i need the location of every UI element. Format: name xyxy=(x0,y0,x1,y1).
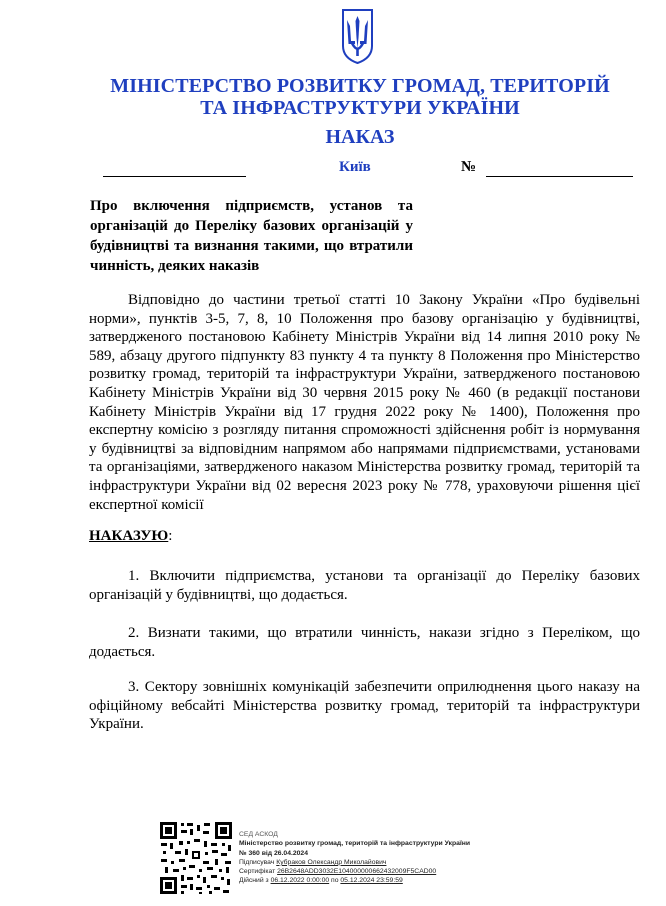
cert-label: Сертифікат xyxy=(239,868,276,876)
order-heading xyxy=(89,528,172,545)
trident-emblem-icon xyxy=(341,8,374,65)
order-colon: : xyxy=(168,528,173,544)
order-item-3-text: 3. Сектору зовнішніх комунікацій забезпечити оприлюднення цього наказу на офіційному вебсайті Міністерства розвитку громад, територій та інфраструктури України. xyxy=(89,679,640,733)
signature-reg: № 360 від 26.04.2024 xyxy=(239,849,308,857)
valid-to: 05.12.2024 23:59:59 xyxy=(340,877,403,885)
qr-code-icon xyxy=(159,821,233,895)
city: Київ xyxy=(339,159,371,175)
ministry-name-line1: МІНІСТЕРСТВО РОЗВИТКУ ГРОМАД, ТЕРИТОРІЙ xyxy=(110,75,610,97)
order-item-1 xyxy=(89,567,640,604)
valid-from-label: Дійсний з xyxy=(239,877,269,885)
valid-to-label: по xyxy=(331,877,339,885)
date-blank-line xyxy=(103,176,246,177)
order-item-2 xyxy=(89,624,640,661)
order-item-2-text: 2. Визнати такими, що втратили чинність, накази згідно з Переліком, що додається. xyxy=(89,625,640,660)
signature-org: Міністерство розвитку громад, територій та інфраструктури України xyxy=(239,840,471,848)
signer-name: Кубраков Олександр Миколайович xyxy=(276,858,387,866)
order-item-1-text: 1. Включити підприємства, установи та організації до Переліку базових організацій у будівництві, що додається. xyxy=(89,568,640,603)
digital-signature-block xyxy=(239,830,470,886)
cert-id: 26B2648ADD3032E104000000662432009F5CAD00 xyxy=(277,868,437,876)
signer-label: Підписувач xyxy=(239,858,275,866)
signature-system: СЕД АСКОД xyxy=(239,831,278,838)
valid-from: 06.12.2022 0:00:00 xyxy=(270,877,330,885)
document-type: НАКАЗ xyxy=(325,126,395,148)
number-sign: № xyxy=(461,159,477,175)
order-word: НАКАЗУЮ xyxy=(89,528,169,544)
preamble xyxy=(89,291,640,514)
order-item-3 xyxy=(89,678,640,734)
number-blank-line xyxy=(486,176,633,177)
ministry-name-line2: ТА ІНФРАСТРУКТУРИ УКРАЇНИ xyxy=(200,97,520,119)
order-subject: Про включення підприємств, установ та організацій до Переліку базових організацій у будівництві та визнання такими, що втратили чинність, деяких наказів xyxy=(90,198,413,274)
preamble-text: Відповідно до частини третьої статті 10 Закону України «Про будівельні норми», пунктів 3-5, 7, 8, 10 Положення про базову організацію у будівництві, затвердженого постановою Кабінету Міністрів України від 14 липня 2010 року № 589, абзацу другого підпункту 83 пункту 4 та пункту 8 Положення про Міністерство розвитку громад, територій та інфраструктури України, затвердженого постановою Кабінету Міністрів України від 30 червня 2015 року № 460 (в редакції постанови Кабінету Міністрів України від 17 грудня 2022 року № 1400), Положення про експертну комісію з розгляду питання спроможності здійснення робіт із нормування у будівництві за відповідним напрямом або напрямами підприємствами, установами та організаціями, затвердженого наказом Міністерства розвитку громад, територій та інфраструктури України від 02 вересня 2023 року № 778, ураховуючи рішення цієї експертної комісії xyxy=(89,292,640,513)
